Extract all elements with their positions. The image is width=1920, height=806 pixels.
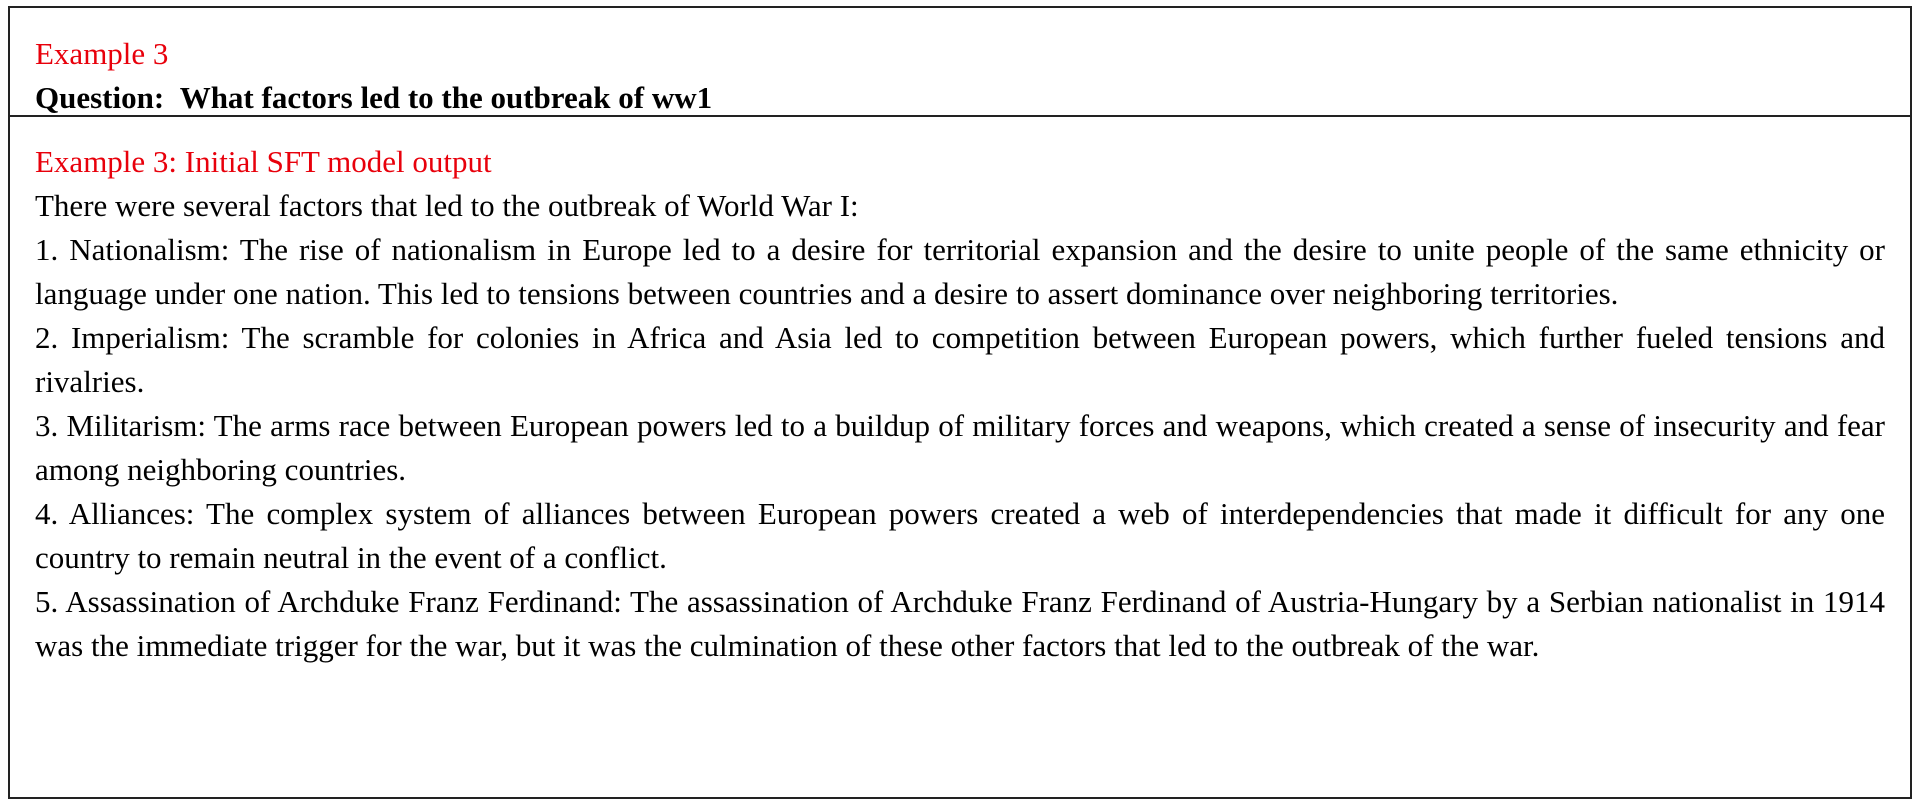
output-item-alliances: 4. Alliances: The complex system of alliances between European powers created a web of interdependencies that made it difficult for any one country to remain neutral in the event of a conflict. <box>35 496 1885 575</box>
output-item-militarism: 3. Militarism: The arms race between European powers led to a buildup of military forces and weapons, which created a sense of insecurity and fear among neighboring countries. <box>35 408 1885 487</box>
output-item-assassination: 5. Assassination of Archduke Franz Ferdinand: The assassination of Archduke Franz Ferdinand of Austria-Hungary by a Serbian nationalist in 1914 was the immediate trigger for the war, but it was the culmination of these other factors that led to the outbreak of the war. <box>35 584 1885 663</box>
question-header <box>10 8 1910 117</box>
example-label: Example 3 <box>35 36 169 71</box>
output-intro: There were several factors that led to the outbreak of World War I: <box>35 188 859 223</box>
question-text: What factors led to the outbreak of ww1 <box>179 80 713 115</box>
example-box <box>8 6 1912 799</box>
output-item-nationalism: 1. Nationalism: The rise of nationalism in Europe led to a desire for territorial expansion and the desire to unite people of the same ethnicity or language under one nation. This led to tensions between countries and a desire to assert dominance over neighboring territories. <box>35 232 1885 311</box>
output-label: Example 3: Initial SFT model output <box>35 144 492 179</box>
output-item-imperialism: 2. Imperialism: The scramble for colonies in Africa and Asia led to competition between European powers, which further fueled tensions and rivalries. <box>35 320 1885 399</box>
question-prefix: Question: <box>35 80 165 115</box>
model-output-section <box>35 140 1885 668</box>
question-line <box>35 76 712 120</box>
